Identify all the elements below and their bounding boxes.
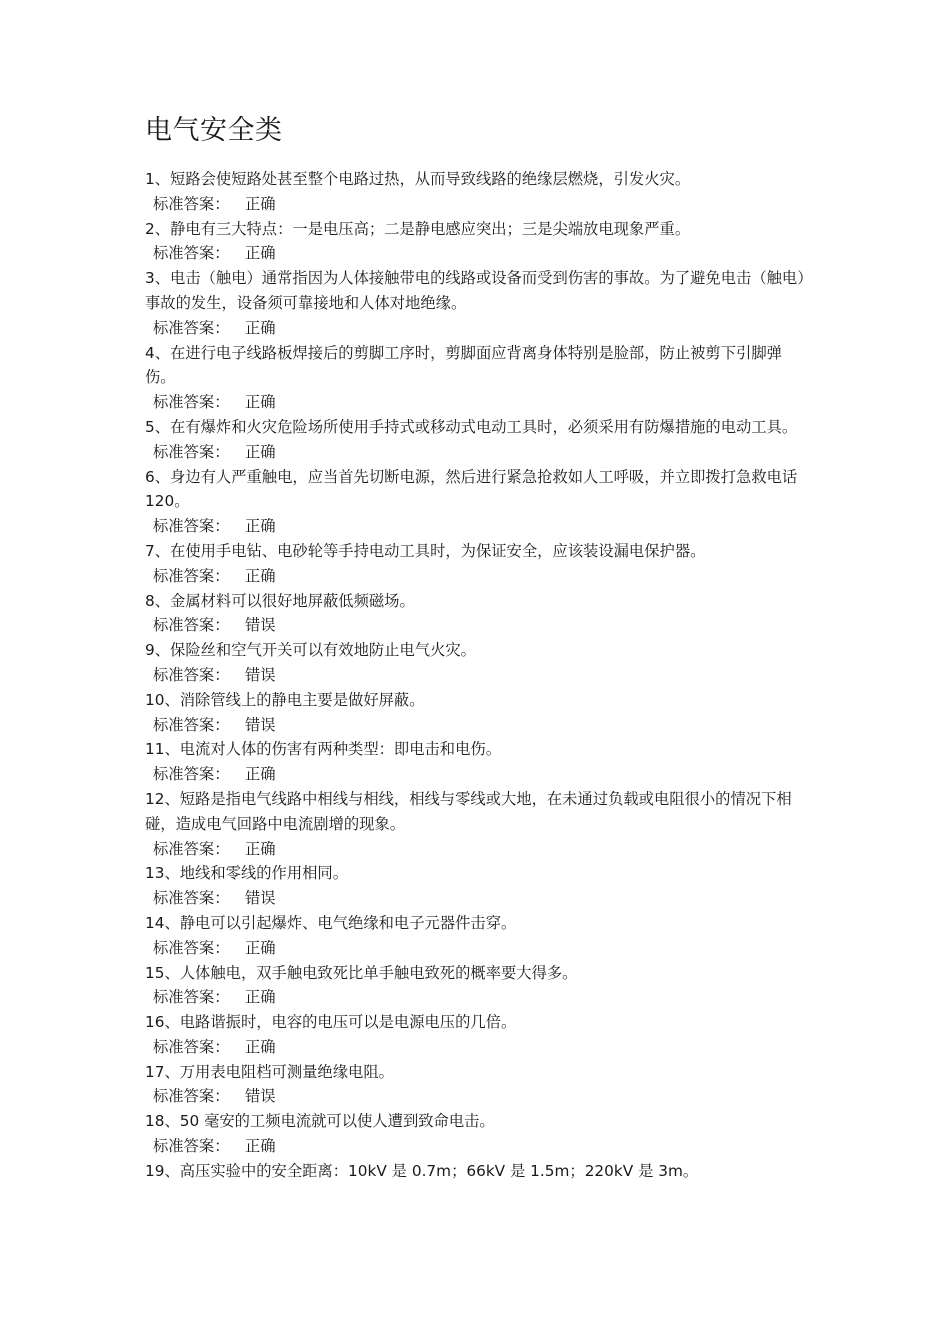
answer-label: 标准答案： <box>153 566 230 585</box>
answer-label: 标准答案： <box>153 988 230 1007</box>
answer-line <box>145 613 810 638</box>
answer-line <box>145 390 810 415</box>
answer-line <box>145 713 810 738</box>
answer-label: 标准答案： <box>153 938 230 957</box>
list-item <box>145 1010 810 1060</box>
answer-line <box>145 1035 810 1060</box>
list-item <box>145 961 810 1011</box>
question-text: 16、电路谐振时，电容的电压可以是电源电压的几倍。 <box>145 1013 517 1032</box>
question-text: 5、在有爆炸和火灾危险场所使用手持式或移动式电动工具时，必须采用有防爆措施的电动工具。 <box>145 417 798 436</box>
answer-line <box>145 1134 810 1159</box>
answer-label: 标准答案： <box>153 715 230 734</box>
question-text: 14、静电可以引起爆炸、电气绝缘和电子元器件击穿。 <box>145 913 517 932</box>
question-text: 4、在进行电子线路板焊接后的剪脚工序时，剪脚面应背离身体特别是脸部，防止被剪下引脚弹伤。 <box>145 343 782 387</box>
question-text: 15、人体触电，双手触电致死比单手触电致死的概率要大得多。 <box>145 963 578 982</box>
answer-label: 标准答案： <box>153 765 230 784</box>
answer-value: 正确 <box>245 1037 276 1056</box>
answer-label: 标准答案： <box>153 442 230 461</box>
answer-label: 标准答案： <box>153 194 230 213</box>
answer-value: 正确 <box>245 442 276 461</box>
answer-value: 错误 <box>245 715 276 734</box>
answer-value: 正确 <box>245 1137 276 1156</box>
answer-label: 标准答案： <box>153 393 230 412</box>
question-text: 18、50 毫安的工频电流就可以使人遭到致命电击。 <box>145 1112 495 1131</box>
answer-value: 正确 <box>245 839 276 858</box>
question-text: 7、在使用手电钻、电砂轮等手持电动工具时，为保证安全，应该装设漏电保护器。 <box>145 541 706 560</box>
question-text: 1、短路会使短路处甚至整个电路过热，从而导致线路的绝缘层燃烧，引发火灾。 <box>145 170 691 188</box>
answer-line <box>145 985 810 1010</box>
list-item <box>145 638 810 688</box>
question-text: 9、保险丝和空气开关可以有效地防止电气火灾。 <box>145 641 476 660</box>
answer-line <box>145 440 810 465</box>
answer-value: 错误 <box>245 889 276 908</box>
answer-value: 错误 <box>245 665 276 684</box>
list-item <box>145 1109 810 1159</box>
question-text: 3、电击（触电）通常指因为人体接触带电的线路或设备而受到伤害的事故。为了避免电击（触电）事故的发生，设备须可靠接地和人体对地绝缘。 <box>145 269 805 312</box>
question-text: 13、地线和零线的作用相同。 <box>145 864 349 883</box>
answer-label: 标准答案： <box>153 889 230 908</box>
document-title: 电气安全类 <box>145 115 283 146</box>
list-item <box>145 911 810 961</box>
answer-line <box>145 886 810 911</box>
answer-value: 正确 <box>245 765 276 784</box>
question-text: 19、高压实验中的安全距离：10kV 是 0.7m；66kV 是 1.5m；220kV 是 3m。 <box>145 1161 699 1180</box>
answer-value: 错误 <box>245 616 276 635</box>
answer-line <box>145 564 810 589</box>
question-text: 10、消除管线上的静电主要是做好屏蔽。 <box>145 690 425 709</box>
question-text: 12、短路是指电气线路中相线与相线，相线与零线或大地，在未通过负载或电阻很小的情况下相碰，造成电气回路中电流剧增的现象。 <box>145 789 792 833</box>
question-text: 2、静电有三大特点：一是电压高；二是静电感应突出；三是尖端放电现象严重。 <box>145 219 691 238</box>
list-item <box>145 217 810 267</box>
answer-line <box>145 241 810 266</box>
list-item <box>145 465 810 539</box>
list-item <box>145 167 810 217</box>
answer-value: 错误 <box>245 1087 276 1106</box>
list-item <box>145 861 810 911</box>
answer-value: 正确 <box>245 393 276 412</box>
answer-line <box>145 762 810 787</box>
answer-value: 正确 <box>245 566 276 585</box>
answer-label: 标准答案： <box>153 665 230 684</box>
question-list <box>145 167 810 1184</box>
question-text: 11、电流对人体的伤害有两种类型：即电击和电伤。 <box>145 740 501 759</box>
list-item <box>145 737 810 787</box>
question-text: 8、金属材料可以很好地屏蔽低频磁场。 <box>145 591 415 610</box>
answer-label: 标准答案： <box>153 1087 230 1106</box>
answer-line <box>145 192 810 217</box>
list-item <box>145 589 810 639</box>
answer-value: 正确 <box>245 244 276 263</box>
answer-label: 标准答案： <box>153 244 230 263</box>
answer-value: 正确 <box>245 194 276 213</box>
list-item <box>145 341 810 415</box>
answer-line <box>145 514 810 539</box>
answer-value: 正确 <box>245 318 276 337</box>
question-text: 6、身边有人严重触电，应当首先切断电源，然后进行紧急抢救如人工呼吸，并立即拨打急救电话 120。 <box>145 467 798 511</box>
answer-label: 标准答案： <box>153 318 230 337</box>
list-item <box>145 539 810 589</box>
list-item <box>145 1159 810 1184</box>
answer-label: 标准答案： <box>153 1137 230 1156</box>
answer-line <box>145 837 810 862</box>
answer-label: 标准答案： <box>153 839 230 858</box>
list-item <box>145 266 810 340</box>
answer-label: 标准答案： <box>153 1037 230 1056</box>
answer-line <box>145 1084 810 1109</box>
answer-label: 标准答案： <box>153 517 230 536</box>
answer-value: 正确 <box>245 517 276 536</box>
answer-line <box>145 663 810 688</box>
list-item <box>145 1060 810 1110</box>
list-item <box>145 688 810 738</box>
answer-line <box>145 316 810 341</box>
answer-value: 正确 <box>245 988 276 1007</box>
list-item <box>145 415 810 465</box>
question-text: 17、万用表电阻档可测量绝缘电阻。 <box>145 1062 394 1081</box>
list-item <box>145 787 810 861</box>
answer-label: 标准答案： <box>153 616 230 635</box>
answer-value: 正确 <box>245 938 276 957</box>
answer-line <box>145 936 810 961</box>
